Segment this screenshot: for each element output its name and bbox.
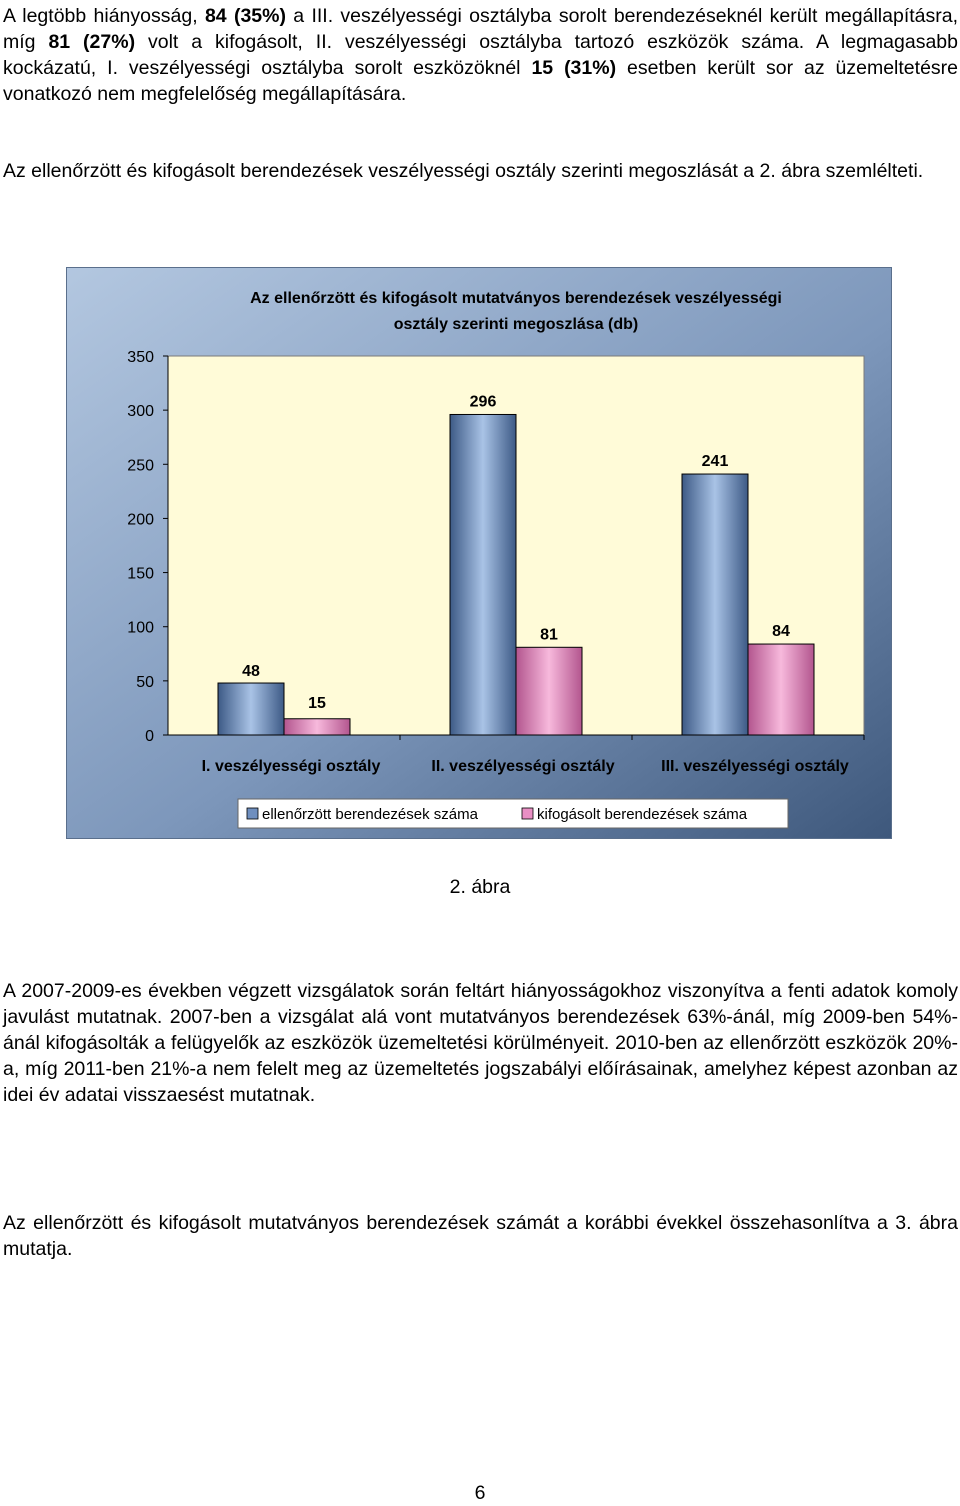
y-tick-label: 350 — [127, 349, 154, 366]
text-span: a III. veszélyességi osztályba sorolt berendezéseknél került megállapításra, míg — [3, 5, 959, 53]
data-label: 84 — [772, 623, 790, 641]
y-tick-label: 100 — [127, 619, 154, 637]
bar-checked — [450, 414, 516, 735]
bar-checked — [218, 683, 284, 735]
y-tick-label: 250 — [127, 457, 154, 475]
bar-faulty — [284, 719, 350, 735]
text-span: volt a kifogásolt, II. veszélyességi osztályba tartozó eszközök száma. A legmagasabb kockázatú, I. veszélyességi osztályba sorolt eszközöknél — [3, 31, 958, 79]
legend-swatch-faulty — [522, 808, 533, 819]
chart-canvas — [66, 267, 892, 839]
bar-chart — [66, 267, 892, 839]
y-tick-label: 50 — [136, 673, 154, 691]
data-label: 15 — [308, 694, 326, 712]
data-label: 81 — [540, 626, 558, 644]
y-tick-label: 150 — [127, 565, 154, 583]
category-label: III. veszélyességi osztály — [661, 758, 849, 775]
bar-faulty — [748, 644, 814, 735]
chart-title-line-1: Az ellenőrzött és kifogásolt mutatványos berendezések veszélyességi — [250, 290, 782, 307]
bold-figure: 15 (31%) — [531, 57, 617, 79]
legend-swatch-checked — [247, 808, 258, 819]
chart-title-line-2: osztály szerinti megoszlása (db) — [393, 316, 639, 333]
legend-label-checked: ellenőrzött berendezések száma — [262, 806, 478, 823]
y-tick-label: 300 — [127, 403, 154, 421]
data-label: 48 — [242, 663, 260, 681]
text-span: A legtöbb hiányosság, — [3, 5, 205, 27]
data-label: 296 — [469, 393, 497, 411]
next-figure-paragraph: Az ellenőrzött és kifogásolt mutatványos berendezések számát a korábbi évekkel összehasonlítva a 3. ábra mutatja. — [3, 1212, 958, 1260]
text-span: esetben került sor az üzemeltetésre vonatkozó nem megfelelőség megállapítására. — [3, 57, 959, 105]
bold-figure: 84 (35%) — [204, 5, 286, 27]
comparison-paragraph: A 2007-2009-es években végzett vizsgálatok során feltárt hiányosságokhoz viszonyítva a fenti adatok komoly javulást mutatnak. 2007-ben a vizsgálat alá vont mutatványos berendezések 63%-ánál, míg 2009-ben 54%-ánál kifogásolták a felügyelők az eszközök üzemeltetési körülményeit. 2010-ben az ellenőrzött eszközök 20%-a, míg 2011-ben 21%-a nem felelt meg az üzemeltetés jogszabályi előírásainak, amelyhez képest azonban az idei év adatai visszaesést mutatnak. — [3, 980, 958, 1106]
y-tick-label: 0 — [145, 728, 154, 745]
bar-checked — [682, 474, 748, 735]
figure-caption: 2. ábra — [449, 876, 511, 898]
category-label: II. veszélyességi osztály — [431, 758, 615, 775]
category-label: I. veszélyességi osztály — [201, 758, 381, 775]
intro-paragraph — [3, 3, 958, 107]
data-label: 241 — [701, 453, 729, 471]
legend — [238, 799, 788, 828]
y-tick-label: 200 — [127, 511, 154, 529]
bold-figure: 81 (27%) — [48, 31, 136, 53]
bar-faulty — [516, 647, 582, 735]
legend-label-faulty: kifogásolt berendezések száma — [537, 806, 748, 823]
figure-reference-paragraph: Az ellenőrzött és kifogásolt berendezések veszélyességi osztály szerinti megoszlását a 2. ábra szemlélteti. — [3, 160, 924, 182]
page-number: 6 — [474, 1482, 486, 1504]
